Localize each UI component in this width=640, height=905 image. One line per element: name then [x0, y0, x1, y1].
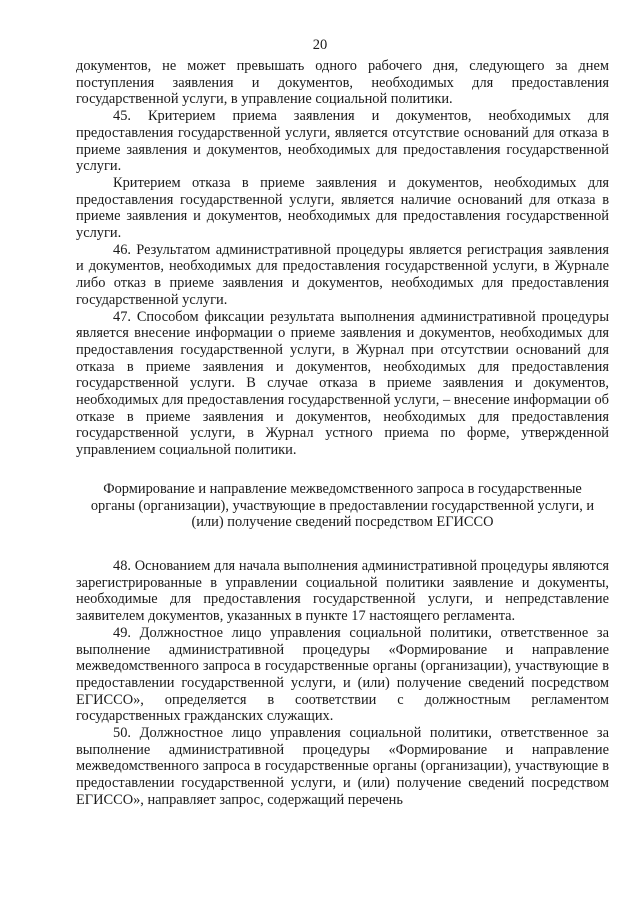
- section-heading: Формирование и направление межведомственного запроса в государственные органы (организации), участвующие в предоставлении государственной услуги, и (или) получение сведений посредством ЕГИССО: [90, 480, 595, 531]
- paragraph-46: 46. Результатом административной процедуры является регистрация заявления и документов, необходимых для предоставления государственной услуги, в Журнале либо отказ в приеме заявления и документов, необходимых для предоставления государственной услуги.: [76, 241, 609, 308]
- paragraph-50: 50. Должностное лицо управления социальной политики, ответственное за выполнение административной процедуры «Формирование и направление межведомственного запроса в государственные органы (организации), участвующие в предоставлении государственной услуги, и (или) получение сведений посредством ЕГИССО», направляет запрос, содержащий перечень: [76, 725, 609, 808]
- page-number: 20: [312, 37, 328, 53]
- paragraph-continuation: документов, не может превышать одного рабочего дня, следующего за днем поступления заявления и документов, необходимых для предоставления государственной услуги, в управление социальной политики.: [76, 58, 609, 108]
- paragraph-48: 48. Основанием для начала выполнения административной процедуры являются зарегистрированные в управлении социальной политики заявление и документы, необходимые для предоставления государственной услуги, и непредставление заявителем документов, указанных в пункте 17 настоящего регламента.: [76, 557, 609, 625]
- document-body: [76, 58, 609, 809]
- paragraph-45: 45. Критерием приема заявления и документов, необходимых для предоставления государственной услуги, является отсутствие оснований для отказа в приеме заявления и документов, необходимых для предоставления государственной услуги.: [76, 108, 609, 175]
- paragraph-49: 49. Должностное лицо управления социальной политики, ответственное за выполнение административной процедуры «Формирование и направление межведомственного запроса в государственные органы (организации), участвующие в предоставлении государственной услуги, и (или) получение сведений посредством ЕГИССО», определяется в соответствии с должностным регламентом государственных гражданских служащих.: [76, 624, 609, 725]
- paragraph-47: 47. Способом фиксации результата выполнения административной процедуры является внесение информации о приеме заявления и документов, необходимых для предоставления государственной услуги, в Журнал при отсутствии оснований для отказа в приеме заявления и документов, необходимых для предоставления государственной услуги. В случае отказа в приеме заявления и документов, необходимых для предоставления государственной услуги, – внесение информации об отказе в приеме заявления и документов, необходимых для предоставления государственной услуги, в Журнал устного приема по форме, утвержденной управлением социальной политики.: [76, 308, 609, 459]
- paragraph-45-refusal-criterion: Критерием отказа в приеме заявления и документов, необходимых для предоставления государственной услуги, является наличие оснований для отказа в приеме заявления и документов, необходимых для предоставления государственной услуги.: [76, 174, 609, 242]
